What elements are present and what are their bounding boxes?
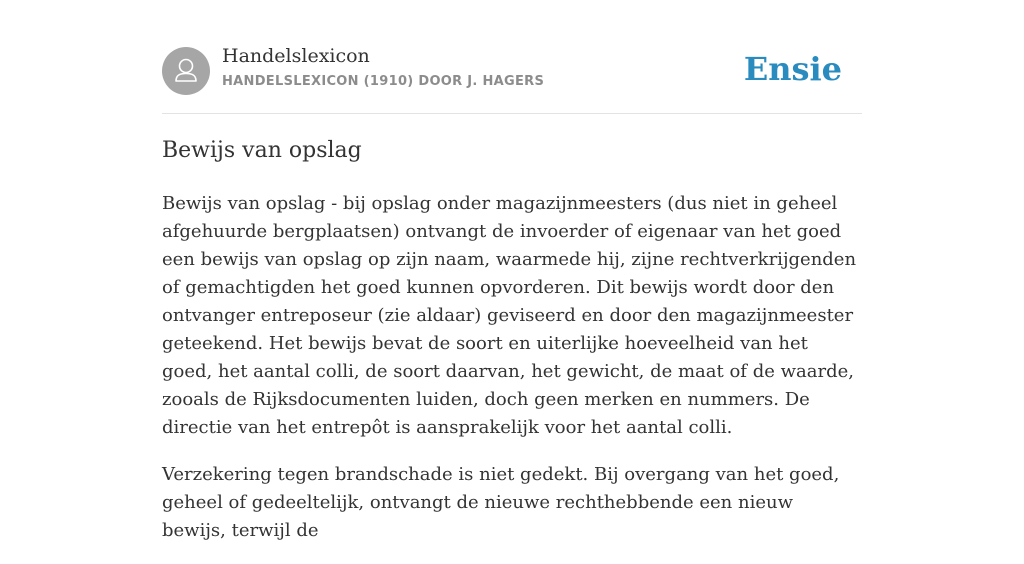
user-icon [162, 47, 210, 95]
source-subtitle: HANDELSLEXICON (1910) DOOR J. HAGERS [222, 74, 545, 89]
article-header [162, 0, 862, 114]
article-body [162, 190, 862, 564]
content-column [162, 0, 862, 541]
source-avatar[interactable] [162, 47, 210, 95]
article-paragraph: Verzekering tegen brandschade is niet gedekt. Bij overgang van het goed, geheel of gedeeltelijk, ontvangt de nieuwe rechthebbende een nieuw bewijs, terwijl de [162, 464, 840, 541]
article-title: Bewijs van opslag [162, 138, 362, 163]
article-paragraph: Bewijs van opslag - bij opslag onder magazijnmeesters (dus niet in geheel afgehuurde bergplaatsen) ontvangt de invoerder of eigenaar van het goed een bewijs van opslag op zijn naam, waarmede hij, zijne rechtverkrijgenden of gemachtigden het goed kunnen opvorderen. Dit bewijs wordt door den ontvanger entreposeur (zie aldaar) geviseerd en door den magazijnmeester geteekend. Het bewijs bevat de soort en uiterlijke hoeveelheid van het goed, het aantal colli, de soort daarvan, het gewicht, de maat of de waarde, zooals de Rijksdocumenten luiden, doch geen merken en nummers. De directie van het entrepôt is aansprakelijk voor het aantal colli. [162, 193, 857, 438]
source-name[interactable]: Handelslexicon [222, 45, 370, 67]
ensie-logo[interactable]: Ensie [743, 50, 842, 88]
